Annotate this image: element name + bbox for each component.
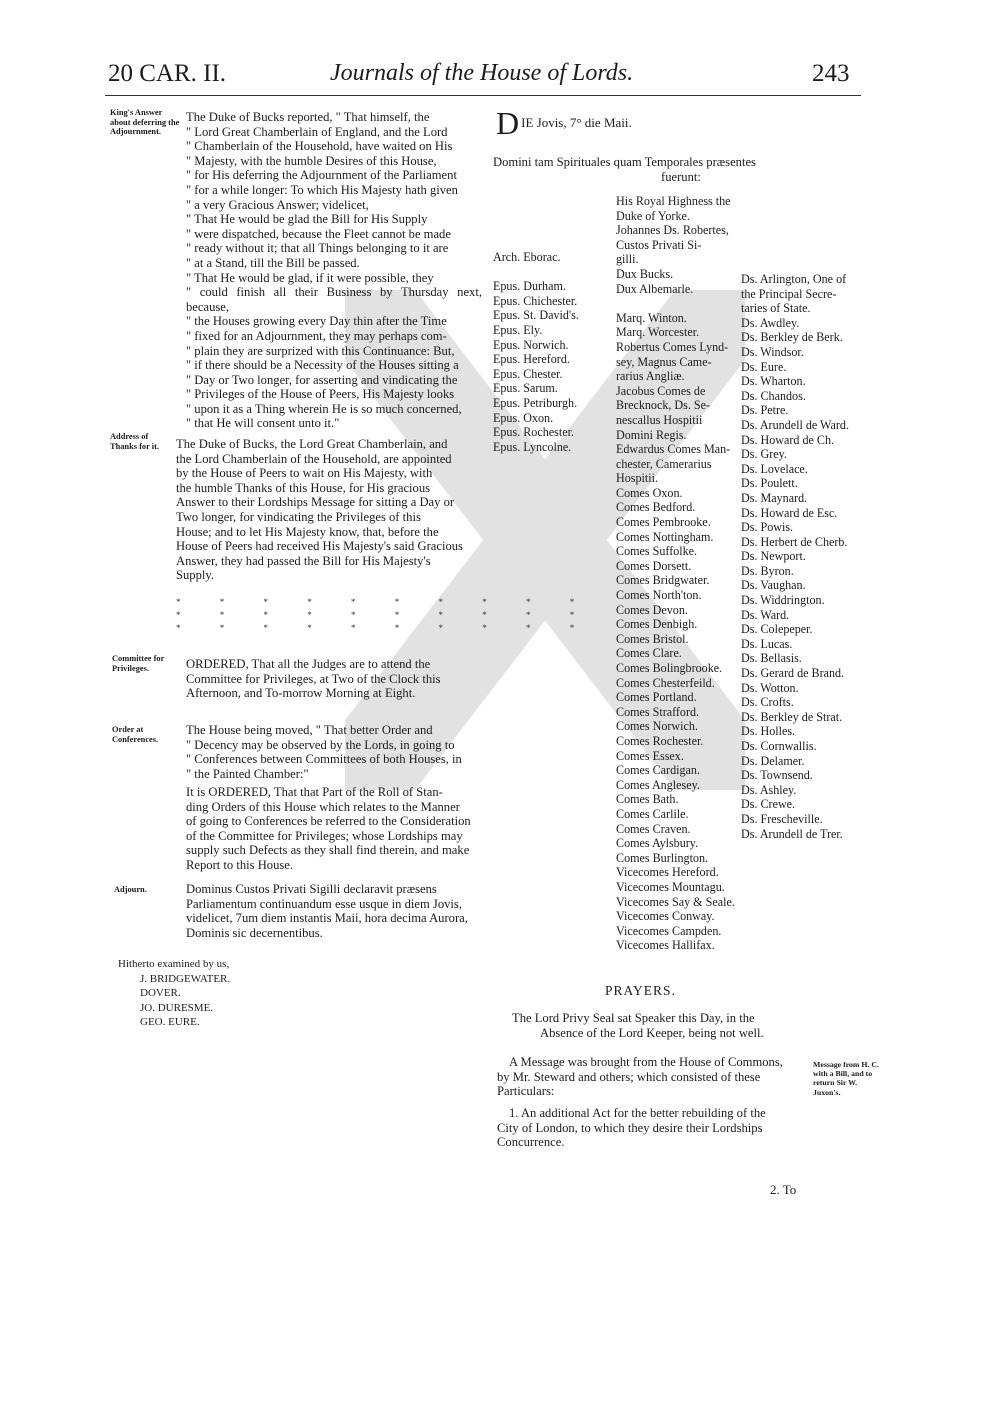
list-peers: His Royal Highness the Duke of Yorke. Johannes Ds. Robertes, Custos Privati Si- gilli. Dux Bucks. Dux Albemarle. Marq. Winton. Marq. Worcester. Robertus Comes Lynd- sey, Magnus Came- rarius Angliæ. Jacobus Comes de Brecknock, Ds. Se- nescallus Hospitii Domini Regis. Edwardus Comes Man- chester, Camerarius Hospitii. Comes Oxon. Comes Bedford. Comes Pembrooke. Comes Nottingham. Comes Suffolke. Comes Dorsett. Comes Bridgwater. Comes North'ton. Comes Devon. Comes Denbigh. Comes Bristol. Comes Clare. Comes Bolingbrooke. Comes Chesterfeild. Comes Portland. Comes Strafford. Comes Norwich. Comes Rochester. Comes Essex. Comes Cardigan. Comes Anglesey. Comes Bath. Comes Carlile. Comes Craven. Comes Aylsbury. Comes Burlington. Vicecomes Hereford. Vicecomes Mountagu. Vicecomes Say & Seale. Vicecomes Conway. Vicecomes Campden. Vicecomes Hallifax. — [616, 194, 735, 953]
running-head-title: Journals of the House of Lords. — [330, 60, 634, 86]
header-rule — [105, 95, 861, 96]
conference-motion: The House being moved, " That better Order and " Decency may be observed by the Lords, in going to " Conferences between Committees of both Houses, in " the Painted Chamber:" — [186, 723, 462, 781]
present-heading: Domini tam Spirituales quam Temporales præsentes fuerunt: — [493, 155, 756, 184]
adjournment-paragraph: Dominus Custos Privati Sigilli declaravit præsens Parliamentum continuandum esse usque in diem Jovis, videlicet, 7um diem instantis Maii, hora decima Aurora, Dominis sic decernentibus. — [186, 882, 468, 940]
page-number: 243 — [812, 60, 850, 87]
margin-note-adjourn: Adjourn. — [114, 885, 147, 894]
margin-note-committee: Committee for Privileges. — [112, 654, 165, 673]
conference-order: It is ORDERED, That that Part of the Roll of Stan- ding Orders of this House which relates to the Manner of going to Conferences be referred to the Consideration of the Committee for Privileges; whose Lordships may supply such Defects as they shall find therein, and make Report to this House. — [186, 785, 471, 872]
list-bishops: Arch. Eborac. Epus. Durham. Epus. Chichester. Epus. St. David's. Epus. Ely. Epus. Norwich. Epus. Hereford. Epus. Chester. Epus. Sarum. Epus. Petriburgh. Epus. Oxon. Epus. Rochester. Epus. Lyncolne. — [493, 250, 579, 454]
margin-note-message: Message from H. C. with a Bill, and to return Sir W. Juxon's. — [813, 1060, 879, 1097]
catchword: 2. To — [770, 1182, 797, 1197]
list-barons: Ds. Arlington, One of the Principal Secre- taries of State. Ds. Awdley. Ds. Berkley de Berk. Ds. Windsor. Ds. Eure. Ds. Wharton. Ds. Chandos. Ds. Petre. Ds. Arundell de Ward. Ds. Howard de Ch. Ds. Grey. Ds. Lovelace. Ds. Poulett. Ds. Maynard. Ds. Howard de Esc. Ds. Powis. Ds. Herbert de Cherb. Ds. Newport. Ds. Byron. Ds. Vaughan. Ds. Widdrington. Ds. Ward. Ds. Colepeper. Ds. Lucas. Ds. Bellasis. Ds. Gerard de Brand. Ds. Wotton. Ds. Crofts. Ds. Berkley de Strat. Ds. Holles. Ds. Cornwallis. Ds. Delamer. Ds. Townsend. Ds. Ashley. Ds. Crewe. Ds. Frescheville. Ds. Arundell de Trer. — [741, 272, 849, 841]
kings-answer-paragraph: The Duke of Bucks reported, " That himself, the " Lord Great Chamberlain of England, and the Lord " Chamberlain of the Household, have waited on His " Majesty, with the humble Desires of this House, " for His deferring the Adjournment of the Parliament " for a while longer: To which His Majesty hath given " a very Gracious Answer; videlicet, " That He would be glad the Bill for His Supply " were dispatched, because the Fleet cannot be made " ready without it; that all Things belonging to it are " at a Stand, till the Bill be passed. " That He would be glad, if it were possible, they " could finish all their Business by Thursday next, because, " the Houses growing every Day thin after the Time " fixed for an Adjournment, they may perhaps com- " plain they are surprized with this Continuance: But, " if there should be a Necessity of the Houses sitting a " Day or Two longer, for asserting and vindicating the " Privileges of the House of Peers, His Majesty looks " upon it as a Thing wherein He is so much concerned, " that He will consent unto it." — [186, 110, 482, 431]
omission-stars: * * * * * * * * * * * * * * * * * * * * * * * * * * * * * * — [176, 597, 593, 633]
committee-order: ORDERED, That all the Judges are to attend the Committee for Privileges, at Two of the Clock this Afternoon, and To-morrow Morning at Eight. — [186, 657, 441, 701]
address-paragraph: The Duke of Bucks, the Lord Great Chamberlain, and the Lord Chamberlain of the Household, are appointed by the House of Peers to wait on His Majesty, with the humble Thanks of this House, for His gracious Answer to their Lordships Message for sitting a Day or Two longer, for vindicating the Privileges of this House; and to let His Majesty know, that, before the House of Peers had received His Majesty's said Gracious Answer, they had passed the Bill for His Majesty's Supply. — [176, 437, 463, 583]
commons-message: A Message was brought from the House of Commons, by Mr. Steward and others; which consisted of these Particulars: — [497, 1055, 783, 1099]
date-text: IE Jovis, 7° die Maii. — [521, 115, 632, 130]
date-heading — [496, 105, 632, 141]
bill-item-1: 1. An additional Act for the better rebuilding of the City of London, to which they desire their Lordships Concurrence. — [497, 1106, 766, 1150]
prayers-heading: PRAYERS. — [605, 983, 676, 998]
speaker-note: The Lord Privy Seal sat Speaker this Day, in the Absence of the Lord Keeper, being not well. — [512, 1011, 764, 1040]
examined-by: Hitherto examined by us, J. BRIDGEWATER. DOVER. JO. DURESME. GEO. EURE. — [118, 958, 231, 1028]
date-drop-cap: D — [496, 105, 520, 141]
running-head-left: 20 CAR. II. — [108, 60, 227, 87]
margin-note-kings-answer: King's Answer about deferring the Adjournment. — [110, 108, 180, 136]
margin-note-address: Address of Thanks for it. — [110, 432, 159, 451]
margin-note-order: Order at Conferences. — [112, 725, 159, 744]
